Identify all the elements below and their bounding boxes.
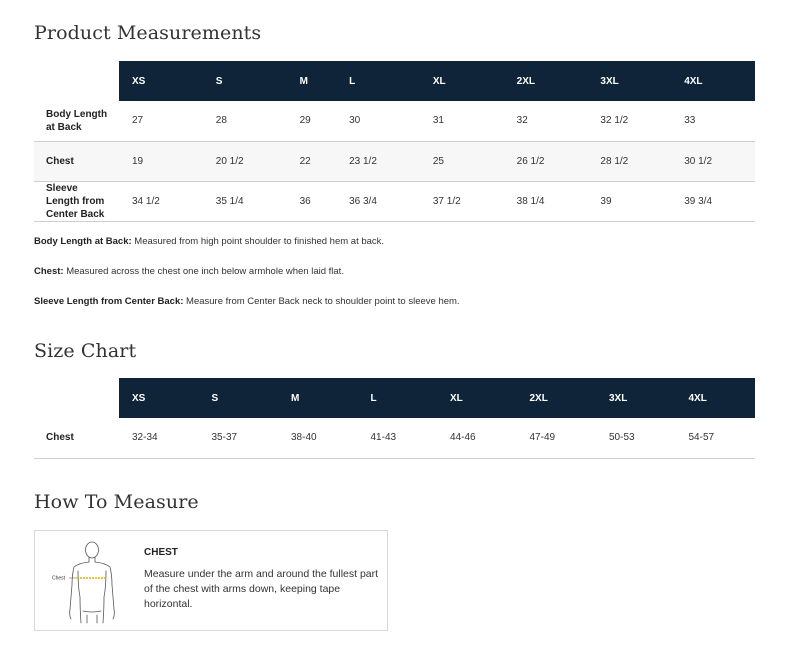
table-cell: 41-43 [358, 418, 438, 458]
size-header: XS [119, 378, 199, 418]
row-label-line: Chest [46, 432, 74, 444]
table-cell: 26 1/2 [504, 141, 588, 181]
row-label-sleeve-length [34, 181, 119, 221]
size-chart-heading: Size Chart [34, 340, 137, 362]
table-cell: 34 1/2 [119, 181, 203, 221]
table-cell: 25 [420, 141, 504, 181]
size-header: 2XL [517, 378, 597, 418]
table-row [34, 418, 755, 458]
row-label-line: Center Back [46, 208, 105, 220]
table-header-row [34, 61, 755, 101]
table-row [34, 101, 755, 141]
note-text: Measured from high point shoulder to finished hem at back. [131, 236, 385, 247]
table-cell: 23 1/2 [336, 141, 420, 181]
table-row [34, 181, 755, 221]
note-chest [34, 266, 344, 277]
table-cell: 54-57 [676, 418, 756, 458]
product-measurements-table [34, 61, 755, 222]
size-header: L [358, 378, 438, 418]
table-cell: 50-53 [596, 418, 676, 458]
table-cell: 27 [119, 101, 203, 141]
size-header: S [199, 378, 279, 418]
size-header: XL [437, 378, 517, 418]
row-label-line: Length from [46, 195, 105, 207]
table-header-row [34, 378, 755, 418]
card-heading: CHEST [144, 547, 178, 558]
size-header: XL [420, 61, 504, 101]
row-label-line: Body Length [46, 108, 108, 120]
table-cell: 28 [203, 101, 287, 141]
table-row [34, 141, 755, 181]
note-term: Chest: [34, 266, 64, 277]
row-label-line: at Back [46, 121, 82, 133]
size-header: 2XL [504, 61, 588, 101]
measure-card-chest [34, 530, 388, 631]
note-sleeve-length [34, 296, 460, 307]
table-cell: 35 1/4 [203, 181, 287, 221]
row-label-chest [34, 141, 119, 181]
table-cell: 30 [336, 101, 420, 141]
how-to-measure-heading: How To Measure [34, 491, 199, 513]
header-corner [34, 61, 119, 101]
size-chart-table [34, 378, 755, 459]
row-label-chest [34, 418, 119, 458]
size-header: M [278, 378, 358, 418]
table-cell: 20 1/2 [203, 141, 287, 181]
table-cell: 47-49 [517, 418, 597, 458]
note-text: Measure from Center Back neck to shoulder point to sleeve hem. [183, 296, 460, 307]
table-cell: 35-37 [199, 418, 279, 458]
row-label-line: Chest [46, 155, 74, 167]
size-header: XS [119, 61, 203, 101]
table-cell: 19 [119, 141, 203, 181]
table-cell: 37 1/2 [420, 181, 504, 221]
note-body-length [34, 236, 384, 247]
table-cell: 38-40 [278, 418, 358, 458]
table-cell: 32 1/2 [587, 101, 671, 141]
table-cell: 39 [587, 181, 671, 221]
size-header: 3XL [596, 378, 676, 418]
table-cell: 31 [420, 101, 504, 141]
note-term: Body Length at Back: [34, 236, 132, 247]
card-description: Measure under the arm and around the fullest part of the chest with arms down, keeping tape horizontal. [144, 568, 379, 610]
table-cell: 33 [671, 101, 755, 141]
product-measurements-heading: Product Measurements [34, 22, 262, 44]
note-term: Sleeve Length from Center Back: [34, 296, 184, 307]
size-header: M [287, 61, 337, 101]
table-cell: 44-46 [437, 418, 517, 458]
table-cell: 28 1/2 [587, 141, 671, 181]
table-cell: 39 3/4 [671, 181, 755, 221]
size-header: 4XL [671, 61, 755, 101]
figure-label-chest: Chest [52, 575, 66, 582]
table-cell: 32-34 [119, 418, 199, 458]
table-cell: 32 [504, 101, 588, 141]
table-cell: 22 [287, 141, 337, 181]
header-corner [34, 378, 119, 418]
size-header: L [336, 61, 420, 101]
table-cell: 36 3/4 [336, 181, 420, 221]
size-header: 3XL [587, 61, 671, 101]
body-figure-icon [43, 537, 139, 625]
table-cell: 36 [287, 181, 337, 221]
size-header: 4XL [676, 378, 756, 418]
size-header: S [203, 61, 287, 101]
note-text: Measured across the chest one inch below armhole when laid flat. [63, 266, 344, 277]
row-label-line: Sleeve [46, 182, 78, 194]
table-cell: 29 [287, 101, 337, 141]
table-cell: 38 1/4 [504, 181, 588, 221]
table-cell: 30 1/2 [671, 141, 755, 181]
row-label-body-length [34, 101, 119, 141]
